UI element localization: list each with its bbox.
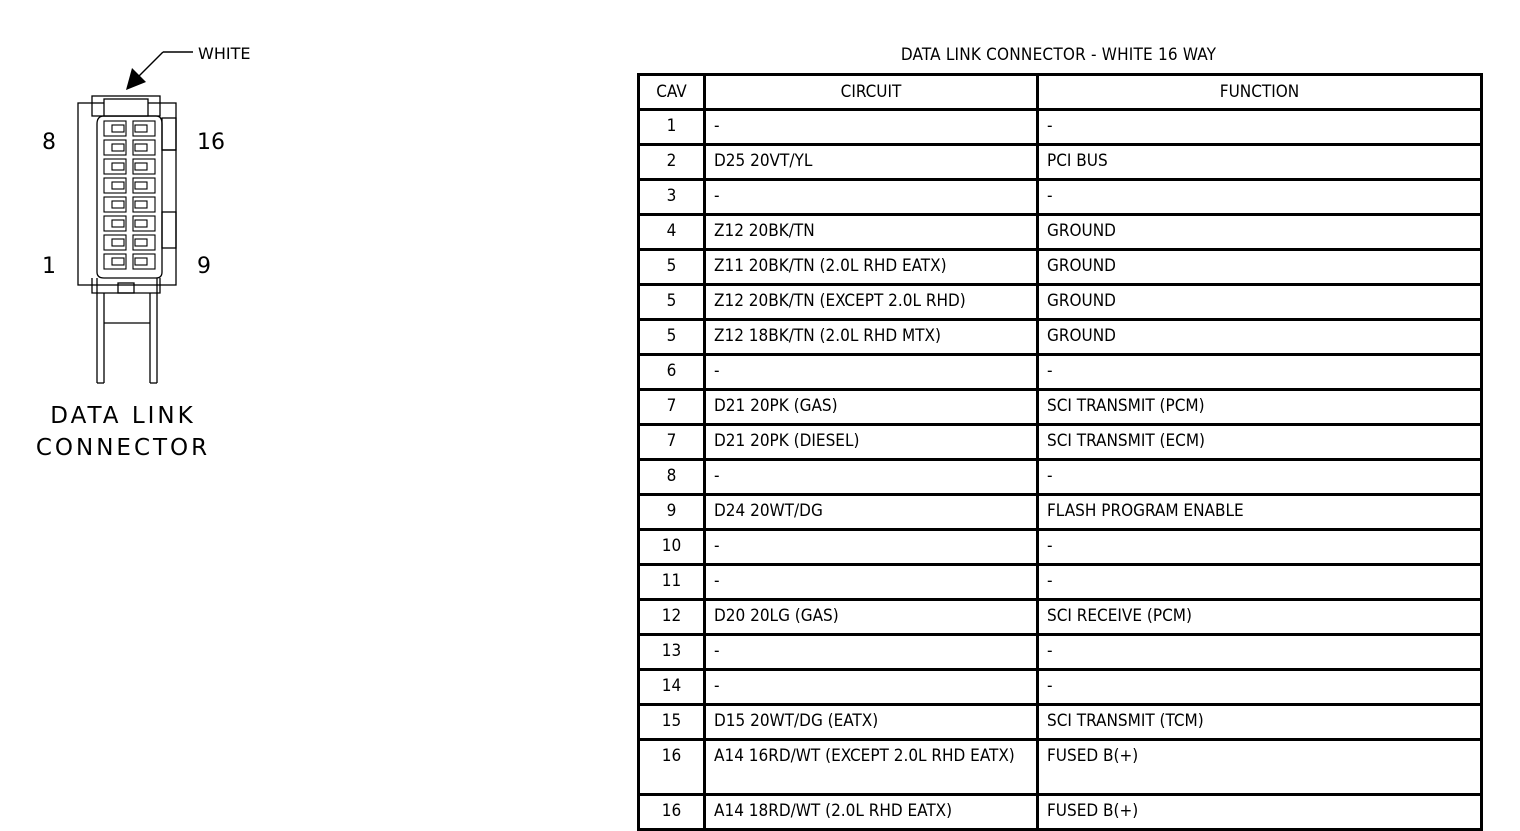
cell-cav: 7 bbox=[639, 425, 705, 460]
terminal-contact bbox=[135, 144, 147, 151]
terminal-contact bbox=[135, 258, 147, 265]
cell-circuit: - bbox=[705, 180, 1038, 215]
cell-function: - bbox=[1038, 355, 1482, 390]
cell-circuit: - bbox=[705, 565, 1038, 600]
cell-circuit: A14 18RD/WT (2.0L RHD EATX) bbox=[705, 795, 1038, 830]
cell-cav: 7 bbox=[639, 390, 705, 425]
table-row bbox=[639, 530, 1482, 565]
terminal-contact bbox=[112, 258, 124, 265]
cell-circuit: Z12 20BK/TN (EXCEPT 2.0L RHD) bbox=[705, 285, 1038, 320]
pin-label-16: 16 bbox=[197, 130, 225, 155]
cell-function: - bbox=[1038, 635, 1482, 670]
table-row bbox=[639, 705, 1482, 740]
diagram-caption-line1: DATA LINK bbox=[50, 403, 196, 429]
cell-function: GROUND bbox=[1038, 250, 1482, 285]
color-callout-arrow bbox=[126, 52, 193, 90]
table-header-row bbox=[639, 75, 1482, 110]
header-circuit: CIRCUIT bbox=[705, 75, 1038, 110]
cell-cav: 13 bbox=[639, 635, 705, 670]
color-label: WHITE bbox=[198, 44, 251, 63]
cell-circuit: Z11 20BK/TN (2.0L RHD EATX) bbox=[705, 250, 1038, 285]
table-row bbox=[639, 180, 1482, 215]
cell-function: PCI BUS bbox=[1038, 145, 1482, 180]
terminal-cavities bbox=[104, 121, 155, 269]
cell-cav: 3 bbox=[639, 180, 705, 215]
table-row bbox=[639, 425, 1482, 460]
terminal-contact bbox=[135, 182, 147, 189]
cell-function: - bbox=[1038, 530, 1482, 565]
cell-function: FLASH PROGRAM ENABLE bbox=[1038, 495, 1482, 530]
cell-circuit: Z12 20BK/TN bbox=[705, 215, 1038, 250]
connector-diagram bbox=[0, 0, 300, 480]
table-row bbox=[639, 635, 1482, 670]
table-title: DATA LINK CONNECTOR - WHITE 16 WAY bbox=[900, 45, 1217, 65]
diagram-caption-line2: CONNECTOR bbox=[35, 435, 211, 461]
table-row bbox=[639, 215, 1482, 250]
table-row bbox=[639, 460, 1482, 495]
cell-cav: 5 bbox=[639, 320, 705, 355]
cell-function: - bbox=[1038, 565, 1482, 600]
header-function: FUNCTION bbox=[1038, 75, 1482, 110]
terminal-contact bbox=[112, 182, 124, 189]
terminal-contact bbox=[112, 144, 124, 151]
table-row bbox=[639, 565, 1482, 600]
cell-function: - bbox=[1038, 670, 1482, 705]
table-row bbox=[639, 600, 1482, 635]
cell-cav: 2 bbox=[639, 145, 705, 180]
table-row bbox=[639, 110, 1482, 145]
cell-cav: 6 bbox=[639, 355, 705, 390]
cell-circuit: A14 16RD/WT (EXCEPT 2.0L RHD EATX) bbox=[705, 740, 1038, 795]
cell-cav: 14 bbox=[639, 670, 705, 705]
cell-circuit: - bbox=[705, 530, 1038, 565]
cell-function: - bbox=[1038, 110, 1482, 145]
cell-function: - bbox=[1038, 180, 1482, 215]
table-row bbox=[639, 145, 1482, 180]
cell-function: SCI TRANSMIT (TCM) bbox=[1038, 705, 1482, 740]
cell-circuit: - bbox=[705, 460, 1038, 495]
cell-circuit: - bbox=[705, 355, 1038, 390]
terminal-contact bbox=[135, 239, 147, 246]
cell-cav: 16 bbox=[639, 795, 705, 830]
pin-label-1: 1 bbox=[42, 254, 56, 279]
pinout-table bbox=[637, 73, 1483, 831]
cell-function: GROUND bbox=[1038, 285, 1482, 320]
cell-function: SCI TRANSMIT (PCM) bbox=[1038, 390, 1482, 425]
cell-cav: 10 bbox=[639, 530, 705, 565]
cell-circuit: D21 20PK (GAS) bbox=[705, 390, 1038, 425]
cell-cav: 5 bbox=[639, 250, 705, 285]
cell-cav: 8 bbox=[639, 460, 705, 495]
terminal-contact bbox=[135, 201, 147, 208]
terminal-contact bbox=[112, 201, 124, 208]
table-row bbox=[639, 250, 1482, 285]
cell-circuit: - bbox=[705, 110, 1038, 145]
table-row bbox=[639, 495, 1482, 530]
cell-function: FUSED B(+) bbox=[1038, 740, 1482, 795]
cell-function: SCI TRANSMIT (ECM) bbox=[1038, 425, 1482, 460]
cell-cav: 1 bbox=[639, 110, 705, 145]
table-row bbox=[639, 740, 1482, 795]
table-row bbox=[639, 355, 1482, 390]
cell-function: FUSED B(+) bbox=[1038, 795, 1482, 830]
cell-cav: 4 bbox=[639, 215, 705, 250]
cell-cav: 16 bbox=[639, 740, 705, 795]
table-row bbox=[639, 670, 1482, 705]
cell-cav: 11 bbox=[639, 565, 705, 600]
table-row bbox=[639, 390, 1482, 425]
terminal-contact bbox=[135, 220, 147, 227]
cell-cav: 5 bbox=[639, 285, 705, 320]
terminal-contact bbox=[112, 163, 124, 170]
table-row bbox=[639, 285, 1482, 320]
cell-circuit: D21 20PK (DIESEL) bbox=[705, 425, 1038, 460]
terminal-contact bbox=[112, 220, 124, 227]
cell-circuit: D24 20WT/DG bbox=[705, 495, 1038, 530]
terminal-contact bbox=[135, 163, 147, 170]
cell-function: GROUND bbox=[1038, 320, 1482, 355]
pin-label-9: 9 bbox=[197, 254, 211, 279]
header-cav: CAV bbox=[639, 75, 705, 110]
terminal-contact bbox=[112, 125, 124, 132]
connector-housing bbox=[78, 103, 176, 285]
pinout-table-body bbox=[639, 110, 1482, 830]
cell-circuit: Z12 18BK/TN (2.0L RHD MTX) bbox=[705, 320, 1038, 355]
cell-function: GROUND bbox=[1038, 215, 1482, 250]
cell-function: SCI RECEIVE (PCM) bbox=[1038, 600, 1482, 635]
cell-function: - bbox=[1038, 460, 1482, 495]
cell-cav: 15 bbox=[639, 705, 705, 740]
pin-label-8: 8 bbox=[42, 130, 56, 155]
cell-circuit: D25 20VT/YL bbox=[705, 145, 1038, 180]
cell-cav: 12 bbox=[639, 600, 705, 635]
terminal-contact bbox=[135, 125, 147, 132]
cell-circuit: - bbox=[705, 635, 1038, 670]
cell-circuit: D20 20LG (GAS) bbox=[705, 600, 1038, 635]
table-row bbox=[639, 320, 1482, 355]
cell-circuit: - bbox=[705, 670, 1038, 705]
terminal-contact bbox=[112, 239, 124, 246]
cell-cav: 9 bbox=[639, 495, 705, 530]
table-row bbox=[639, 795, 1482, 830]
cell-circuit: D15 20WT/DG (EATX) bbox=[705, 705, 1038, 740]
